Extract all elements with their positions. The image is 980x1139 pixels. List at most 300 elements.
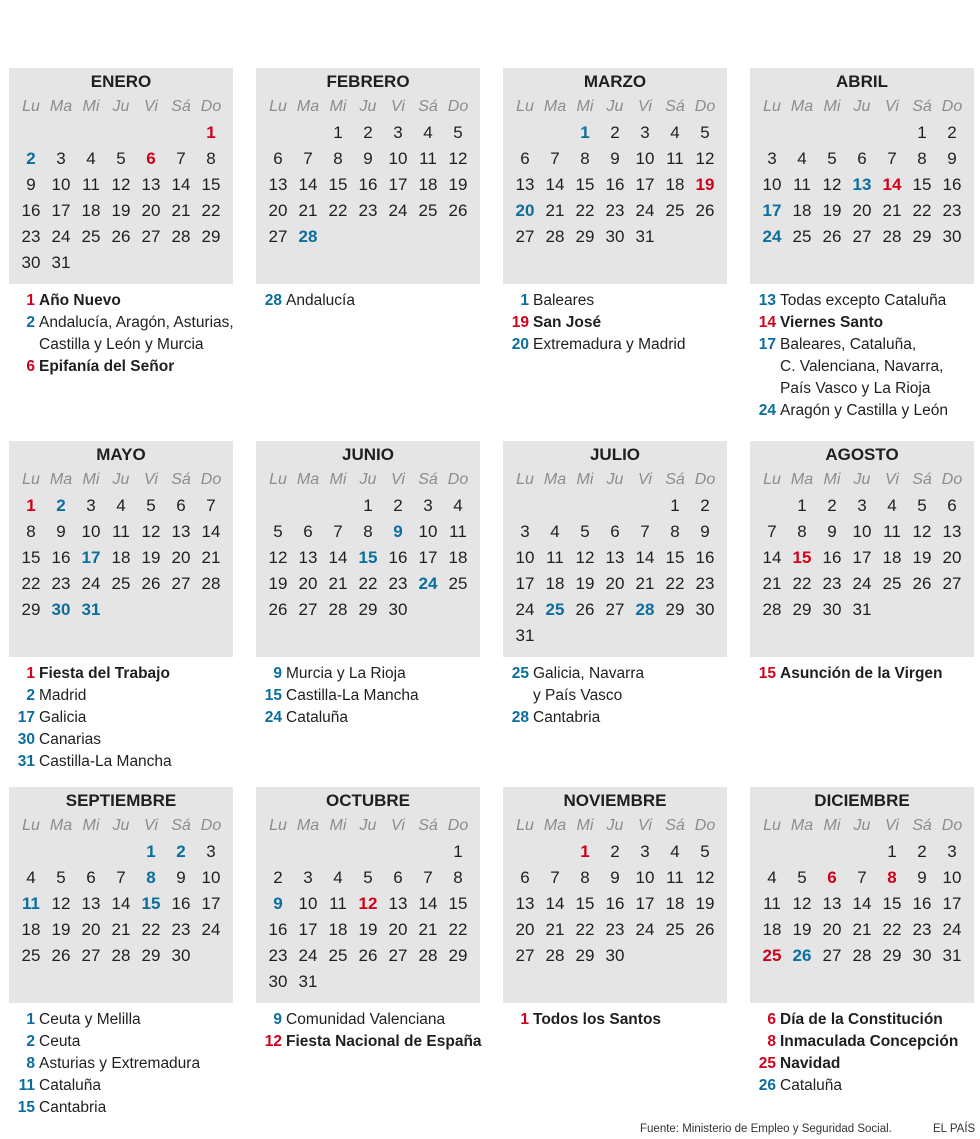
day-cell: 27 [388,946,408,965]
month-grid [256,787,480,1003]
day-cell: 15 [201,175,221,194]
day-cell: 15 [792,548,812,567]
weekday-header-row [757,813,967,839]
day-cell: 17 [298,920,318,939]
day-cell: 13 [298,548,318,567]
weekday-header: Lu [516,471,534,488]
day-cell: 24 [81,574,101,593]
day-cell: 2 [26,149,36,168]
day-cell: 16 [51,548,71,567]
day-cell: 13 [852,175,872,194]
day-cell: 10 [942,868,962,887]
day-cell: 29 [448,946,468,965]
day-cell: 28 [852,946,872,965]
holiday-day-number: 17 [17,709,35,726]
week-row [757,519,967,545]
day-cell: 3 [303,868,313,887]
empty-day-cell [600,493,630,519]
weekday-header: Ju [112,817,130,834]
week-row [757,891,967,917]
day-cell: 10 [51,175,71,194]
weekday-header-row [263,94,473,120]
empty-day-cell [413,224,443,250]
empty-day-cell [353,969,383,995]
empty-day-cell [510,839,540,865]
day-cell: 7 [176,149,186,168]
month-title: AGOSTO [825,445,899,464]
holiday-item [256,1031,480,1053]
empty-day-cell [443,224,473,250]
holiday-description: Galicia, Navarra [533,665,645,682]
day-cell: 1 [887,842,897,861]
weekday-header: Sá [418,471,438,488]
holiday-description: Comunidad Valenciana [286,1011,446,1028]
empty-day-cell [323,493,353,519]
day-cell: 1 [580,123,590,142]
holiday-day-number: 12 [264,1033,282,1050]
week-row [757,172,967,198]
day-cell: 14 [852,894,872,913]
day-cell: 12 [912,522,932,541]
day-cell: 1 [797,496,807,515]
day-cell: 6 [303,522,313,541]
empty-day-cell [293,839,323,865]
holiday-description: Extremadura y Madrid [533,336,686,353]
day-cell: 5 [917,496,927,515]
weekday-header: Sá [912,817,932,834]
day-cell: 27 [605,600,625,619]
day-cell: 12 [111,175,131,194]
day-cell: 23 [358,201,378,220]
weekday-header: Vi [638,817,652,834]
day-cell: 31 [942,946,962,965]
holiday-day-number [750,356,776,378]
day-cell: 8 [670,522,680,541]
day-cell: 5 [700,842,710,861]
day-cell: 2 [610,123,620,142]
day-cell: 26 [51,946,71,965]
holiday-item [256,290,480,312]
holiday-description: Cataluña [39,1077,102,1094]
day-cell: 25 [665,920,685,939]
day-cell: 20 [141,201,161,220]
day-cell: 11 [22,894,40,913]
day-cell: 27 [515,946,535,965]
empty-day-cell [757,493,787,519]
day-cell: 9 [273,894,283,913]
day-cell: 6 [86,868,96,887]
day-cell: 27 [852,227,872,246]
day-cell: 27 [942,574,962,593]
day-cell: 3 [206,842,216,861]
day-cell: 9 [700,522,710,541]
day-cell: 21 [635,574,655,593]
day-cell: 20 [298,574,318,593]
week-row [263,224,473,250]
day-cell: 25 [545,600,565,619]
day-cell: 13 [942,522,962,541]
day-cell: 5 [453,123,463,142]
day-cell: 26 [268,600,288,619]
holiday-item [256,685,480,707]
week-row [16,571,226,597]
day-cell: 4 [86,149,96,168]
day-cell: 6 [857,149,867,168]
day-cell: 8 [146,868,156,887]
day-cell: 23 [171,920,191,939]
holiday-day-number: 28 [511,709,529,726]
day-cell: 11 [793,175,811,194]
day-cell: 11 [666,868,684,887]
weekday-header: Vi [391,471,405,488]
holiday-day-number: 15 [17,1099,35,1116]
day-cell: 5 [56,868,66,887]
day-cell: 22 [882,920,902,939]
day-cell: 31 [298,972,318,991]
day-cell: 12 [358,894,378,913]
day-cell: 1 [363,496,373,515]
day-cell: 21 [882,201,902,220]
holiday-legend [503,663,727,729]
holiday-item [9,751,233,773]
holiday-item [750,400,974,422]
weekday-header-row [510,467,720,493]
weekday-header: Sá [171,471,191,488]
week-row [510,224,720,250]
empty-day-cell [787,839,817,865]
holiday-day-number: 2 [26,687,35,704]
weekday-header: Ju [359,817,377,834]
empty-day-cell [443,969,473,995]
empty-day-cell [540,493,570,519]
day-cell: 25 [665,201,685,220]
week-row [757,198,967,224]
month-julio [503,441,727,729]
weekday-header: Vi [885,98,899,115]
day-cell: 4 [333,868,343,887]
day-cell: 4 [767,868,777,887]
holiday-description: Epifanía del Señor [39,358,175,375]
empty-day-cell [76,120,106,146]
day-cell: 20 [388,920,408,939]
day-cell: 2 [393,496,403,515]
holiday-item [503,1009,727,1031]
empty-day-cell [413,597,443,623]
day-cell: 15 [912,175,932,194]
holiday-day-number: 14 [758,314,776,331]
day-cell: 19 [822,201,842,220]
holiday-description: Andalucía, Aragón, Asturias, [39,314,234,331]
day-cell: 23 [605,920,625,939]
holiday-item [256,663,480,685]
day-cell: 3 [56,149,66,168]
holiday-item [750,378,974,400]
holiday-description: País Vasco y La Rioja [780,380,931,397]
empty-day-cell [570,623,600,649]
day-cell: 11 [546,548,564,567]
day-cell: 23 [51,574,71,593]
day-cell: 14 [762,548,782,567]
empty-day-cell [323,224,353,250]
empty-day-cell [106,597,136,623]
day-cell: 16 [942,175,962,194]
empty-day-cell [16,839,46,865]
week-row [263,198,473,224]
day-cell: 30 [171,946,191,965]
empty-day-cell [383,969,413,995]
empty-day-cell [847,839,877,865]
weekday-header: Ma [543,98,567,115]
day-cell: 10 [81,522,101,541]
day-cell: 8 [363,522,373,541]
weekday-header: Do [200,817,222,834]
day-cell: 20 [515,201,535,220]
day-cell: 20 [171,548,191,567]
weekday-header: Mi [329,98,347,115]
week-row [510,597,720,623]
empty-day-cell [787,120,817,146]
month-grid [750,787,974,1003]
weekday-header: Vi [638,471,652,488]
weekday-header: Mi [823,98,841,115]
month-title: ABRIL [836,72,888,91]
day-cell: 9 [393,522,403,541]
holiday-description: Asunción de la Virgen [780,665,943,682]
empty-day-cell [690,623,720,649]
weekday-header: Do [447,471,469,488]
day-cell: 22 [328,201,348,220]
day-cell: 2 [917,842,927,861]
day-cell: 19 [141,548,161,567]
holiday-day-number: 17 [758,336,776,353]
day-cell: 7 [857,868,867,887]
day-cell: 7 [887,149,897,168]
week-row [263,120,473,146]
day-cell: 29 [882,946,902,965]
day-cell: 11 [449,522,467,541]
weekday-header: Sá [665,817,685,834]
holiday-day-number: 1 [26,665,35,682]
empty-day-cell [540,839,570,865]
holiday-day-number: 1 [520,292,529,309]
day-cell: 20 [942,548,962,567]
week-row [757,545,967,571]
day-cell: 21 [298,201,318,220]
day-cell: 9 [26,175,36,194]
holiday-day-number [9,334,35,356]
day-cell: 13 [141,175,161,194]
day-cell: 4 [797,149,807,168]
day-cell: 18 [665,894,685,913]
weekday-header: Vi [144,471,158,488]
holiday-description: Murcia y La Rioja [286,665,406,682]
day-cell: 25 [81,227,101,246]
week-row [510,519,720,545]
empty-day-cell [293,493,323,519]
weekday-header: Ju [853,471,871,488]
day-cell: 8 [206,149,216,168]
week-row [510,146,720,172]
day-cell: 4 [670,123,680,142]
day-cell: 11 [763,894,781,913]
day-cell: 30 [388,600,408,619]
month-title: DICIEMBRE [814,791,910,810]
month-title: MAYO [96,445,146,464]
day-cell: 26 [111,227,131,246]
day-cell: 10 [635,868,655,887]
day-cell: 25 [448,574,468,593]
weekday-header: Vi [144,817,158,834]
day-cell: 22 [912,201,932,220]
day-cell: 24 [515,600,535,619]
week-row [16,839,226,865]
day-cell: 16 [388,548,408,567]
holiday-item [750,663,974,685]
day-cell: 6 [520,149,530,168]
weekday-header: Ma [296,98,320,115]
month-grid [9,68,233,284]
month-septiembre [9,787,233,1119]
month-octubre [256,787,480,1053]
day-cell: 9 [947,149,957,168]
weekday-header: Ma [543,817,567,834]
day-cell: 12 [822,175,842,194]
day-cell: 14 [545,175,565,194]
day-cell: 30 [912,946,932,965]
day-cell: 13 [388,894,408,913]
day-cell: 22 [141,920,161,939]
empty-day-cell [757,839,787,865]
day-cell: 31 [515,626,535,645]
week-row [757,224,967,250]
week-row [510,493,720,519]
holiday-day-number: 31 [17,753,35,770]
holiday-day-number: 2 [26,314,35,331]
day-cell: 2 [610,842,620,861]
day-cell: 18 [111,548,131,567]
holiday-description: Castilla y León y Murcia [39,336,204,353]
day-cell: 13 [515,175,535,194]
week-row [16,917,226,943]
day-cell: 17 [51,201,71,220]
day-cell: 24 [942,920,962,939]
holiday-item [9,334,233,356]
day-cell: 21 [418,920,438,939]
month-title: MARZO [583,72,647,91]
empty-day-cell [196,943,226,969]
day-cell: 30 [605,227,625,246]
holiday-legend [750,663,974,685]
holiday-day-number: 15 [264,687,282,704]
weekday-header: Lu [516,98,534,115]
month-grid [9,787,233,1003]
day-cell: 27 [171,574,191,593]
week-row [16,172,226,198]
day-cell: 7 [206,496,216,515]
day-cell: 20 [605,574,625,593]
day-cell: 23 [605,201,625,220]
holiday-day-number: 1 [26,1011,35,1028]
day-cell: 10 [635,149,655,168]
day-cell: 21 [545,201,565,220]
empty-day-cell [937,597,967,623]
day-cell: 1 [26,496,36,515]
day-cell: 17 [81,548,101,567]
day-cell: 8 [887,868,897,887]
day-cell: 15 [665,548,685,567]
day-cell: 24 [51,227,71,246]
holiday-description: Navidad [780,1055,841,1072]
day-cell: 20 [81,920,101,939]
empty-day-cell [76,250,106,276]
day-cell: 21 [111,920,131,939]
day-cell: 19 [912,548,932,567]
empty-day-cell [383,839,413,865]
week-row [757,943,967,969]
holiday-description: Ceuta [39,1033,81,1050]
day-cell: 29 [665,600,685,619]
day-cell: 22 [575,920,595,939]
empty-day-cell [136,120,166,146]
week-row [16,493,226,519]
day-cell: 7 [767,522,777,541]
weekday-header: Ju [112,98,130,115]
holiday-description: Todos los Santos [533,1011,662,1028]
day-cell: 18 [81,201,101,220]
empty-day-cell [263,839,293,865]
week-row [510,943,720,969]
weekday-header: Mi [329,471,347,488]
day-cell: 5 [363,868,373,887]
day-cell: 19 [358,920,378,939]
week-row [757,120,967,146]
day-cell: 3 [393,123,403,142]
day-cell: 3 [423,496,433,515]
day-cell: 1 [670,496,680,515]
holiday-day-number: 1 [26,292,35,309]
day-cell: 15 [448,894,468,913]
empty-day-cell [600,623,630,649]
weekday-header: Do [941,471,963,488]
day-cell: 9 [363,149,373,168]
day-cell: 24 [298,946,318,965]
holiday-description: Fiesta Nacional de España [286,1033,482,1050]
empty-day-cell [907,597,937,623]
empty-day-cell [353,224,383,250]
day-cell: 22 [575,201,595,220]
week-row [16,865,226,891]
day-cell: 1 [917,123,927,142]
day-cell: 15 [21,548,41,567]
day-cell: 4 [453,496,463,515]
day-cell: 22 [21,574,41,593]
weekday-header-row [16,94,226,120]
day-cell: 10 [762,175,782,194]
day-cell: 23 [822,574,842,593]
day-cell: 30 [942,227,962,246]
day-cell: 6 [827,868,837,887]
holiday-item [9,663,233,685]
day-cell: 30 [822,600,842,619]
day-cell: 5 [273,522,283,541]
week-row [757,917,967,943]
empty-day-cell [540,623,570,649]
day-cell: 22 [665,574,685,593]
weekday-header: Lu [22,817,40,834]
day-cell: 24 [418,574,438,593]
holiday-description: Madrid [39,687,87,704]
empty-day-cell [166,597,196,623]
